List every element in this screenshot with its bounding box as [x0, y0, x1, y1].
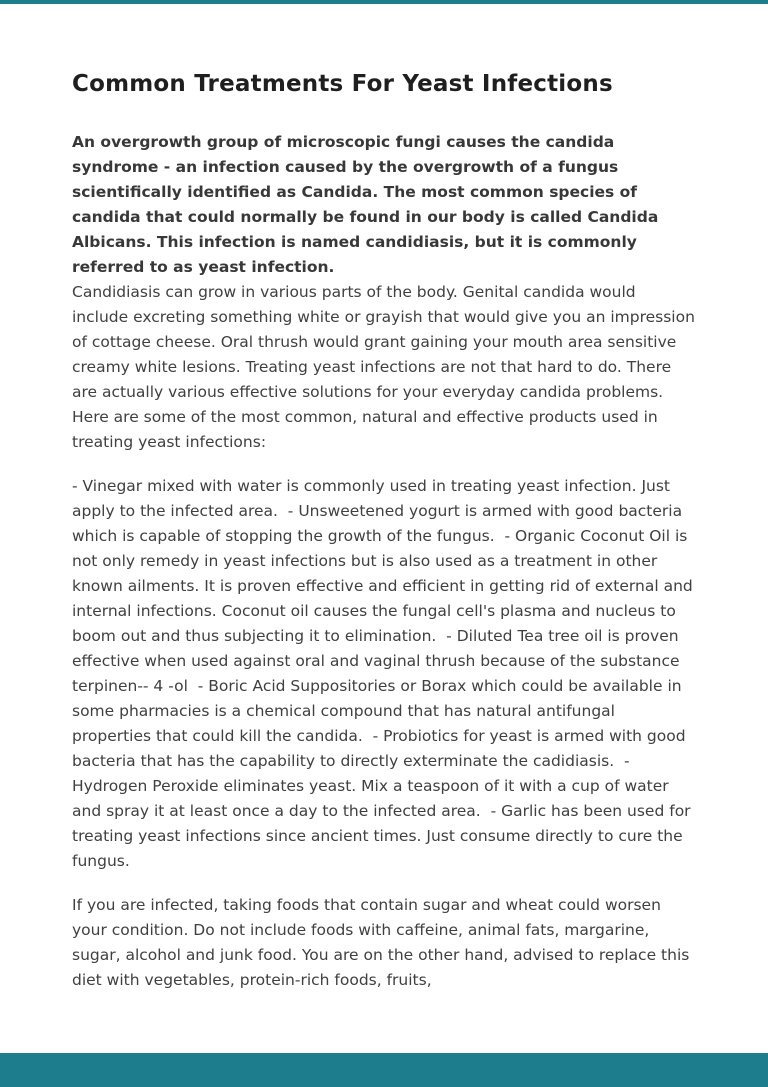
page-bottom-accent-bar	[0, 1053, 768, 1087]
paragraph-remedies-list: - Vinegar mixed with water is commonly used in treating yeast infection. Just apply to the infected area. - Unsweetened yogurt is armed with good bacteria which is capable of stopping the growth of the fungus. - Organic Coconut Oil is not only remedy in yeast infections but is also used as a treatment in other known ailments. It is proven effective and efficient in getting rid of external and internal infections. Coconut oil causes the fungal cell's plasma and nucleus to boom out and thus subjecting it to elimination. - Diluted Tea tree oil is proven effective when used against oral and vaginal thrush because of the substance terpinen-- 4 -ol - Boric Acid Suppositories or Borax which could be available in some pharmacies is a chemical compound that has natural antifungal properties that could kill the candida. - Probiotics for yeast is armed with good bacteria that has the capability to directly exterminate the cadidiasis. - Hydrogen Peroxide eliminates yeast. Mix a teaspoon of it with a cup of water and spray it at least once a day to the infected area. - Garlic has been used for treating yeast infections since ancient times. Just consume directly to cure the fungus.	[72, 477, 698, 870]
paragraph-diet-advice: If you are infected, taking foods that contain sugar and wheat could worsen your condition. Do not include foods with caffeine, animal fats, margarine, sugar, alcohol and junk food. You are on the other hand, advised to replace this diet with vegetables, protein-rich foods, fruits,	[72, 896, 695, 989]
page-title: Common Treatments For Yeast Infections	[72, 71, 613, 97]
paragraph-body: Candidiasis can grow in various parts of the body. Genital candida would include excreting something white or grayish that would give you an impression of cottage cheese. Oral thrush would grant gaining your mouth area sensitive creamy white lesions. Treating yeast infections are not that hard to do. There are actually various effective solutions for your everyday candida problems. Here are some of the most common, natural and effective products used in treating yeast infections:	[72, 283, 700, 451]
paragraph-intro: An overgrowth group of microscopic fungi causes the candida syndrome - an infection caused by the overgrowth of a fungus scientifically identified as Candida. The most common species of candida that could normally be found in our body is called Candida Albicans. This infection is named candidiasis, but it is commonly referred to as yeast infection.	[72, 133, 664, 276]
